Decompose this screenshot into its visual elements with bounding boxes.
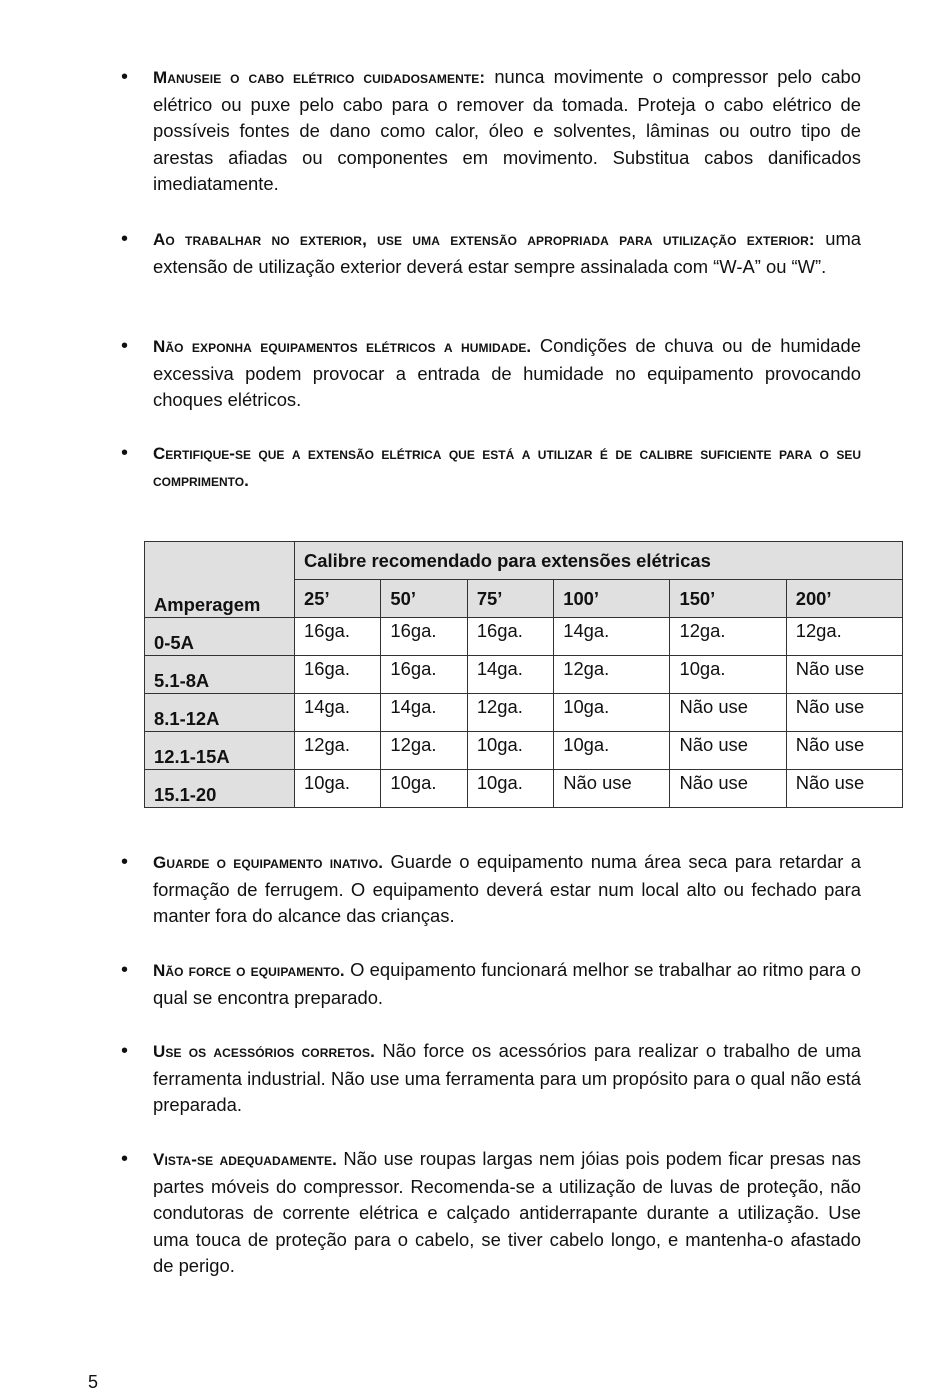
- column-header: 50’: [381, 580, 467, 618]
- row-label: 12.1-15A: [145, 732, 295, 770]
- bullet-dot: •: [121, 228, 129, 250]
- table-cell: 10ga.: [381, 770, 467, 808]
- bullet-body: Não force os acessórios para realizar o trabalho de uma ferramenta industrial. Não use uma ferramenta para um propósito para o qual não está preparada.: [153, 1040, 861, 1115]
- table-cell: Não use: [670, 732, 786, 770]
- table-cell: 10ga.: [554, 732, 670, 770]
- bullet-dot: •: [121, 442, 129, 464]
- bullet-lead: Ao trabalhar no exterior, use uma extensão apropriada para utilização exterior:: [153, 230, 815, 249]
- table-cell: 14ga.: [467, 656, 553, 694]
- bullet-body: Guarde o equipamento numa área seca para retardar a formação de ferrugem. O equipamento deverá estar num local alto ou fechado para manter fora do alcance das crianças.: [153, 851, 862, 926]
- table-cell: 10ga.: [467, 770, 553, 808]
- table-cell: 12ga.: [670, 618, 786, 656]
- table-row: [145, 732, 903, 770]
- bullet-lead: Não force o equipamento.: [153, 961, 345, 980]
- bullet-lead: Vista-se adequadamente.: [153, 1150, 337, 1169]
- table-cell: 16ga.: [381, 618, 467, 656]
- bullet-item: [121, 849, 861, 930]
- bullet-dot: •: [121, 1148, 129, 1170]
- table-cell: Não use: [786, 694, 902, 732]
- table-cell: 14ga.: [295, 694, 381, 732]
- table-row: [145, 656, 903, 694]
- table-cell: 14ga.: [381, 694, 467, 732]
- bullet-body: Não use roupas largas nem jóias pois podem ficar presas nas partes móveis do compressor. Recomenda-se a utilização de luvas de proteção, não condutoras de corrente elétrica e calçado antiderrapante durante a utilização. Use uma touca de proteção para o cabelo, se tiver cabelo longo, e mantenha-o afastado de perigo.: [153, 1148, 862, 1276]
- row-label: 8.1-12A: [145, 694, 295, 732]
- bullet-item: [121, 333, 861, 414]
- row-label: 5.1-8A: [145, 656, 295, 694]
- bullet-item: [121, 64, 861, 198]
- bullet-lead: Não exponha equipamentos elétricos a humidade.: [153, 337, 532, 356]
- bullet-item: [121, 1146, 861, 1280]
- bullet-dot: •: [121, 335, 129, 357]
- bullet-lead: Manuseie o cabo elétrico cuidadosamente:: [153, 68, 486, 87]
- table-row: [145, 770, 903, 808]
- table-cell: 12ga.: [381, 732, 467, 770]
- extension-gauge-table: [144, 541, 903, 808]
- table-cell: 12ga.: [295, 732, 381, 770]
- table-cell: 10ga.: [554, 694, 670, 732]
- table-cell: 16ga.: [295, 656, 381, 694]
- bullet-body: nunca movimente o compressor pelo cabo elétrico ou puxe pelo cabo para o remover da tomada. Proteja o cabo elétrico de possíveis fontes de dano como calor, óleo e solventes, lâminas ou outro tipo de arestas afiadas ou componentes em movimento. Substitua cabos danificados imediatamente.: [153, 66, 862, 194]
- table-cell: 10ga.: [670, 656, 786, 694]
- table-cell: Não use: [786, 732, 902, 770]
- bullet-dot: •: [121, 959, 129, 981]
- table-row: [145, 694, 903, 732]
- column-header: 100’: [554, 580, 670, 618]
- table-cell: Não use: [786, 656, 902, 694]
- table-title: Calibre recomendado para extensões elétricas: [295, 542, 903, 580]
- table-cell: Não use: [554, 770, 670, 808]
- table-cell: 16ga.: [381, 656, 467, 694]
- bullet-item: [121, 440, 861, 494]
- table-row: [145, 618, 903, 656]
- page-number: 5: [88, 1372, 99, 1392]
- table-cell: 12ga.: [786, 618, 902, 656]
- bullet-body: Condições de chuva ou de humidade excessiva podem provocar a entrada de humidade no equipamento provocando choques elétricos.: [153, 335, 861, 410]
- table-cell: Não use: [786, 770, 902, 808]
- column-header: 75’: [467, 580, 553, 618]
- row-label: 15.1-20: [145, 770, 295, 808]
- column-header: 25’: [295, 580, 381, 618]
- table-cell: 10ga.: [467, 732, 553, 770]
- table-cell: 16ga.: [467, 618, 553, 656]
- bullet-item: [121, 226, 861, 280]
- table-cell: Não use: [670, 770, 786, 808]
- bullet-dot: •: [121, 1040, 129, 1062]
- bullet-body: O equipamento funcionará melhor se trabalhar ao ritmo para o qual se encontra preparado.: [153, 959, 861, 1008]
- column-header: 200’: [786, 580, 902, 618]
- bullet-body: uma extensão de utilização exterior deverá estar sempre assinalada com “W-A” ou “W”.: [153, 228, 861, 277]
- bullet-dot: •: [121, 851, 129, 873]
- table-cell: 16ga.: [295, 618, 381, 656]
- bullet-lead: Use os acessórios corretos.: [153, 1042, 375, 1061]
- table-cell: 12ga.: [467, 694, 553, 732]
- column-header: 150’: [670, 580, 786, 618]
- row-label: 0-5A: [145, 618, 295, 656]
- bullet-item: [121, 957, 861, 1011]
- table-cell: 10ga.: [295, 770, 381, 808]
- row-label-header: Amperagem: [145, 542, 295, 618]
- bullet-lead: Guarde o equipamento inativo.: [153, 853, 384, 872]
- bullet-item: [121, 1038, 861, 1119]
- bullet-dot: •: [121, 66, 129, 88]
- bullet-lead: Certifique-se que a extensão elétrica que está a utilizar é de calibre suficiente para o seu comprimento.: [153, 444, 861, 490]
- table-cell: 12ga.: [554, 656, 670, 694]
- table-cell: Não use: [670, 694, 786, 732]
- table-cell: 14ga.: [554, 618, 670, 656]
